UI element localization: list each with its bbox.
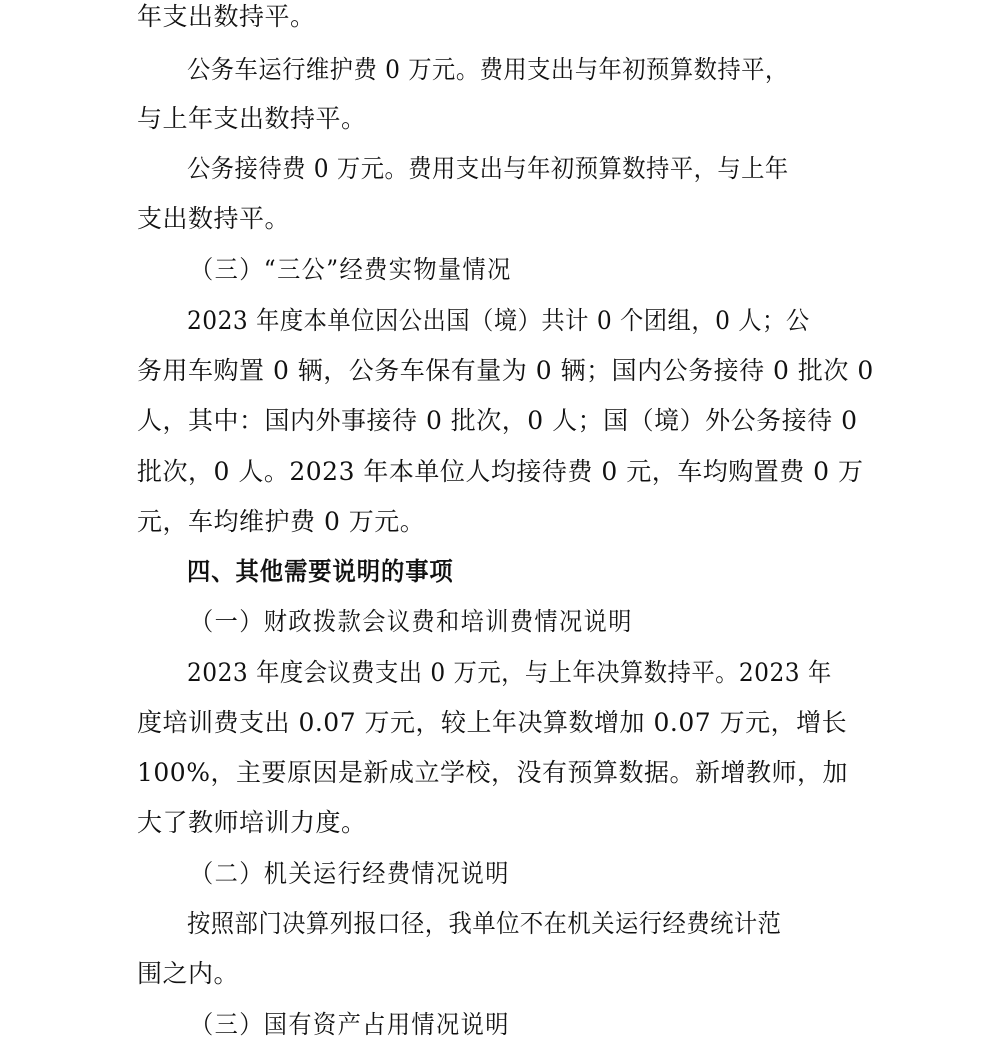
- paragraph-line: 务用车购置 0 辆，公务车保有量为 0 辆；国内公务接待 0 批次 0: [137, 356, 874, 385]
- paragraph-line: 度培训费支出 0.07 万元，较上年决算数增加 0.07 万元，增长: [137, 708, 848, 737]
- subsection-heading: （三）“三公”经费实物量情况: [190, 255, 512, 284]
- subsection-heading: （一）财政拨款会议费和培训费情况说明: [190, 607, 633, 636]
- subsection-heading: （二）机关运行经费情况说明: [190, 859, 510, 888]
- paragraph-line: 大了教师培训力度。: [137, 808, 367, 837]
- section-heading: 四、其他需要说明的事项: [187, 557, 454, 586]
- paragraph-line: 人，其中：国内外事接待 0 批次，0 人；国（境）外公务接待 0: [137, 406, 858, 435]
- paragraph-line: 围之内。: [137, 959, 240, 988]
- paragraph-line: 年支出数持平。: [137, 2, 316, 31]
- paragraph-line: 按照部门决算列报口径，我单位不在机关运行经费统计范: [187, 909, 782, 938]
- paragraph-line: 元，车均维护费 0 万元。: [137, 507, 426, 536]
- paragraph-line: 2023 年度会议费支出 0 万元，与上年决算数持平。2023 年: [187, 658, 832, 687]
- subsection-heading: （三）国有资产占用情况说明: [190, 1010, 510, 1039]
- paragraph-line: 2023 年度本单位因公出国（境）共计 0 个团组，0 人；公: [187, 306, 810, 335]
- paragraph-line: 100%，主要原因是新成立学校，没有预算数据。新增教师，加: [137, 758, 848, 787]
- paragraph-line: 公务车运行维护费 0 万元。费用支出与年初预算数持平，: [187, 55, 789, 84]
- paragraph-line: 支出数持平。: [137, 204, 291, 233]
- paragraph-line: 与上年支出数持平。: [137, 104, 367, 133]
- paragraph-line: 公务接待费 0 万元。费用支出与年初预算数持平，与上年: [187, 154, 789, 183]
- paragraph-line: 批次，0 人。2023 年本单位人均接待费 0 元，车均购置费 0 万: [137, 457, 864, 486]
